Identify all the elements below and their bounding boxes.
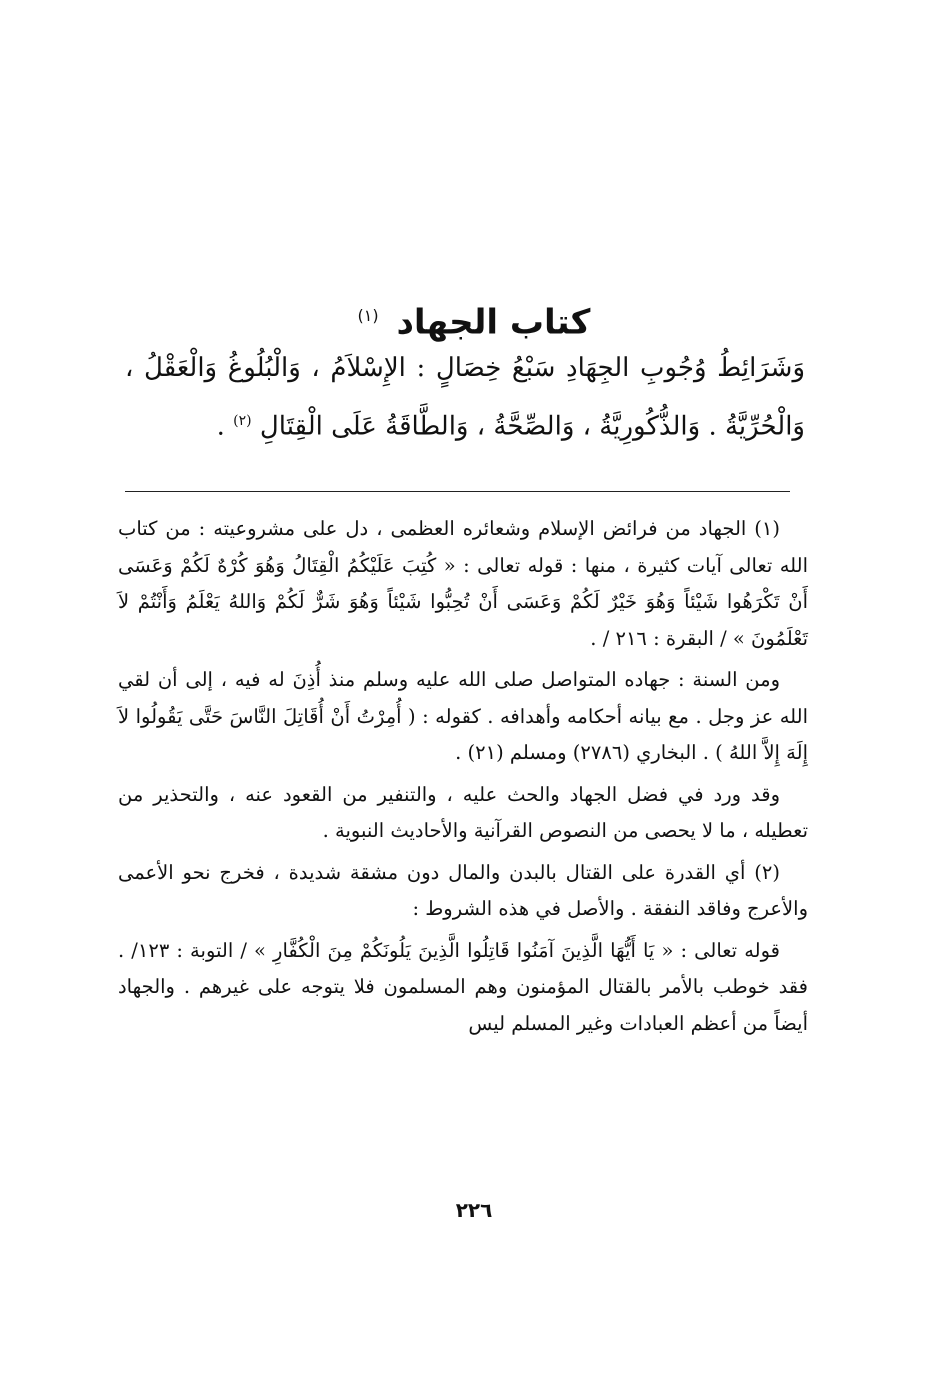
chapter-title-text: كتاب الجهاد — [396, 302, 591, 343]
main-paragraph — [125, 342, 805, 454]
main-paragraph-text: وَشَرَائِطُ وُجُوبِ الجِهَادِ سَبْعُ خِصَالٍ : الإِسْلاَمُ ، وَالْبُلُوغُ وَالْعَقْلُ ، وَالْحُرِّيَّةُ . وَالذُّكُورِيَّةُ ، وَالصِّحَّةُ ، وَالطَّاقَةُ عَلَى الْقِتَالِ — [125, 353, 805, 442]
footnote-divider — [125, 491, 790, 492]
main-footnote-marker: (٢) — [233, 413, 252, 429]
footnote-2-evidence: قوله تعالى : « يَا أَيُّهَا الَّذِينَ آمَنُوا قَاتِلُوا الَّذِينَ يَلُونَكُمْ مِنَ الْكُفَّارِ » / التوبة : ١٢٣/ . فقد خوطب بالأمر بالقتال المؤمنون وهم المسلمون فلا يتوجه على غيرهم . والجهاد أيضاً من أعظم العبادات وغير المسلم ليس — [118, 938, 808, 1035]
footnote-1-quran: (١) الجهاد من فرائض الإسلام وشعائره العظمى ، دل على مشروعيته : من كتاب الله تعالى آيات كثيرة ، منها : قوله تعالى : « كُتِبَ عَلَيْكُمُ الْقِتَالُ وَهُوَ كُرْهٌ لَكُمْ وَعَسَى أَنْ تَكْرَهُوا شَيْئاً وَهُوَ خَيْرٌ لَكُمْ وَعَسَى أَنْ تُحِبُّوا شَيْئاً وَهُوَ شَرٌّ لَكُمْ وَاللهُ يَعْلَمُ وَأَنْتُمْ لاَ تَعْلَمُونَ » / البقرة : ٢١٦ / . — [118, 517, 808, 650]
footnote-2-ability: (٢) أي القدرة على القتال بالبدن والمال دون مشقة شديدة ، فخرج نحو الأعمى والأعرج وفاقد النفقة . والأصل في هذه الشروط : — [118, 860, 808, 920]
chapter-title — [0, 291, 948, 347]
page-number: ٢٢٦ — [455, 1198, 493, 1222]
main-paragraph-end: . — [216, 411, 234, 442]
footnote-1-virtue: وقد ورد في فضل الجهاد والحث عليه ، والتنفير من القعود عنه ، والتحذير من تعطيله ، ما لا يحصى من النصوص القرآنية والأحاديث النبوية . — [118, 782, 808, 842]
footnote-1-sunnah: ومن السنة : جهاده المتواصل صلى الله عليه وسلم منذ أُذِنَ له فيه ، إلى أن لقي الله عز وجل . مع بيانه أحكامه وأهدافه . كقوله : ( أُمِرْتُ أَنْ أُقَاتِلَ النَّاسَ حَتَّى يَقُولُوا لاَ إِلَهَ إِلاَّ اللهُ ) . البخاري (٢٧٨٦) ومسلم (٢١) . — [118, 668, 808, 764]
title-footnote-marker: (١) — [357, 305, 379, 325]
footnotes-section — [118, 511, 808, 1047]
